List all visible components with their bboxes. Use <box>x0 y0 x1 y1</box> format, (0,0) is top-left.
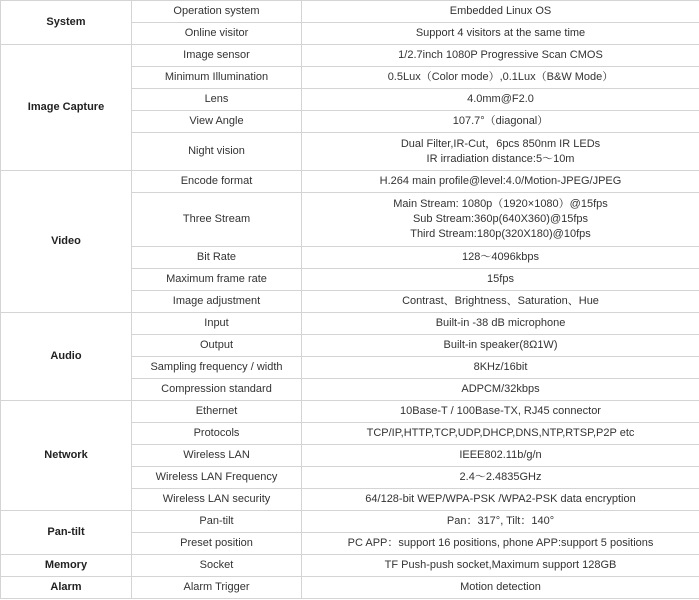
spec-label: Encode format <box>132 171 302 193</box>
spec-label: View Angle <box>132 111 302 133</box>
category-video: Video <box>1 171 132 313</box>
spec-label: Input <box>132 313 302 335</box>
spec-value-line: 1/2.7inch 1080P Progressive Scan CMOS <box>398 49 603 61</box>
spec-value-line: TCP/IP,HTTP,TCP,UDP,DHCP,DNS,NTP,RTSP,P2P etc <box>366 427 635 439</box>
spec-value-line: Support 4 visitors at the same time <box>415 27 586 39</box>
category-system: System <box>1 1 132 45</box>
spec-value-line: Sub Stream:360p(640X360)@15fps <box>412 213 589 225</box>
spec-label: Minimum Illumination <box>132 67 302 89</box>
spec-label: Compression standard <box>132 379 302 401</box>
spec-value-line: Main Stream: 1080p（1920×1080）@15fps <box>393 198 608 210</box>
spec-value <box>302 423 699 445</box>
category-image-capture: Image Capture <box>1 45 132 171</box>
spec-label: Sampling frequency / width <box>132 357 302 379</box>
spec-value <box>302 171 699 193</box>
spec-value <box>302 247 699 269</box>
spec-value <box>302 555 699 577</box>
spec-label: Image adjustment <box>132 291 302 313</box>
spec-value-line: Built-in speaker(8Ω1W) <box>443 339 558 351</box>
spec-label: Output <box>132 335 302 357</box>
spec-value-line: Built-in -38 dB microphone <box>435 317 566 329</box>
spec-label: Wireless LAN Frequency <box>132 467 302 489</box>
spec-value <box>302 445 699 467</box>
spec-label: Maximum frame rate <box>132 269 302 291</box>
spec-value <box>302 269 699 291</box>
spec-value <box>302 111 699 133</box>
spec-value <box>302 89 699 111</box>
spec-value <box>302 533 699 555</box>
spec-value-line: IR irradiation distance:5～10m <box>426 152 575 165</box>
spec-label: Preset position <box>132 533 302 555</box>
spec-value-line: TF Push-push socket,Maximum support 128GB <box>384 559 617 571</box>
table-row <box>1 511 699 533</box>
spec-value <box>302 313 699 335</box>
category-alarm: Alarm <box>1 577 132 599</box>
spec-value-line: Embedded Linux OS <box>449 5 552 17</box>
spec-label: Online visitor <box>132 23 302 45</box>
spec-value-line: 2.4～2.4835GHz <box>459 471 542 483</box>
spec-value <box>302 193 699 247</box>
spec-value-line: Third Stream:180p(320X180)@10fps <box>410 228 591 240</box>
spec-value-line: Pan：317°, Tilt：140° <box>446 515 555 527</box>
spec-value <box>302 23 699 45</box>
table-row <box>1 401 699 423</box>
spec-value-line: 107.7°（diagonal） <box>452 115 549 127</box>
spec-value-line: ADPCM/32kbps <box>461 383 540 395</box>
spec-value <box>302 357 699 379</box>
spec-label: Alarm Trigger <box>132 577 302 599</box>
spec-value-line: 128～4096kbps <box>461 251 540 263</box>
spec-value-line: H.264 main profile@level:4.0/Motion-JPEG/JPEG <box>379 175 622 187</box>
table-row <box>1 171 699 193</box>
spec-value <box>302 489 699 511</box>
spec-label: Pan-tilt <box>132 511 302 533</box>
spec-table-body <box>1 1 699 599</box>
spec-value <box>302 335 699 357</box>
table-row <box>1 1 699 23</box>
spec-label: Image sensor <box>132 45 302 67</box>
spec-label: Night vision <box>132 133 302 171</box>
spec-value <box>302 511 699 533</box>
spec-label: Lens <box>132 89 302 111</box>
spec-value-line: 15fps <box>487 273 514 285</box>
spec-value-line: 8KHz/16bit <box>473 361 528 373</box>
table-row <box>1 45 699 67</box>
table-row <box>1 555 699 577</box>
spec-value <box>302 401 699 423</box>
spec-label: Operation system <box>132 1 302 23</box>
spec-value-line: Contrast、Brightness、Saturation、Hue <box>402 295 599 307</box>
category-network: Network <box>1 401 132 511</box>
spec-value-line: 64/128-bit WEP/WPA-PSK /WPA2-PSK data encryption <box>365 493 636 505</box>
spec-label: Socket <box>132 555 302 577</box>
spec-value-line: 4.0mm@F2.0 <box>467 93 534 105</box>
spec-label: Wireless LAN <box>132 445 302 467</box>
spec-value-line: 0.5Lux（Color mode）,0.1Lux（B&W Mode） <box>387 71 614 83</box>
spec-value <box>302 1 699 23</box>
category-memory: Memory <box>1 555 132 577</box>
spec-value <box>302 133 699 171</box>
spec-value <box>302 291 699 313</box>
spec-value <box>302 379 699 401</box>
spec-label: Ethernet <box>132 401 302 423</box>
spec-value-line: Dual Filter,IR-Cut，6pcs 850nm IR LEDs <box>400 137 601 150</box>
category-audio: Audio <box>1 313 132 401</box>
category-pan-tilt: Pan-tilt <box>1 511 132 555</box>
spec-value-line: Motion detection <box>460 581 541 593</box>
spec-label: Bit Rate <box>132 247 302 269</box>
spec-value <box>302 577 699 599</box>
spec-value <box>302 67 699 89</box>
spec-value-line: PC APP：support 16 positions, phone APP:support 5 positions <box>347 537 654 549</box>
spec-value-line: IEEE802.11b/g/n <box>459 449 542 461</box>
spec-value <box>302 467 699 489</box>
table-row <box>1 313 699 335</box>
spec-value <box>302 45 699 67</box>
spec-label: Three Stream <box>132 193 302 247</box>
spec-value-line: 10Base-T / 100Base-TX, RJ45 connector <box>400 405 601 417</box>
spec-label: Wireless LAN security <box>132 489 302 511</box>
spec-label: Protocols <box>132 423 302 445</box>
table-row <box>1 577 699 599</box>
